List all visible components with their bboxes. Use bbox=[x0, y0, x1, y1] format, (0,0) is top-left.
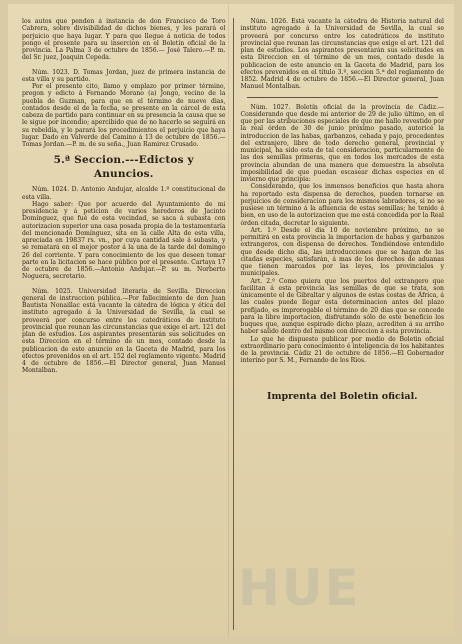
notice-1024 bbox=[22, 186, 226, 201]
article-2: Art. 2.º Como quiera que los puertos del extrangero que facilitan á esta provincia las semillas de que se trata, son únicamente el de Gibraltar y algunos de estas costas de África, á las cuales puede llegar esta determinacion antes del plazo prefijado, es improrogable el término de 20 dias que se concede para la libre importacion, disfrutando sólo de este beneficio los buques que, aunque espirado dicho plazo, acrediten á su arribo haber salido dentro del mismo con direccion á esta provincia. bbox=[240, 277, 444, 336]
notice-number: Núm. 1027. bbox=[250, 103, 291, 111]
notice-number: Núm. 1026. bbox=[250, 18, 289, 25]
notice-1027 bbox=[241, 104, 445, 184]
notice-1026 bbox=[241, 18, 445, 91]
notice-number: Núm. 1023. bbox=[32, 68, 70, 76]
notice-text: Hago saber: Que por acuerdo del Ayuntamiento de mi presidencia y á peticion de varios herederos de Jacinto Domínguez, que fué de esta vecindad, se saca á subasta con autorizacion superior una casa posada propia de la testamentaría del mencionado Domínguez, sita en la calle Alta de esta villa, apreciada en 19837 rs. vn., por cuya cantidad sale á subasta, y se rematará en el mejor postor á la una de la tarde del domingo 26 del corriente. Y para conocimiento de los que deseen tomar parte en la licitacion se hace público por el presente. Cartaya 17 de octubre de 1856.—Antonio Andujar.—P. su m. Norberto Noguera, secretario. bbox=[22, 200, 226, 281]
right-column bbox=[233, 18, 445, 630]
notice-text: Considerando, que los inmensos beneficios que hasta ahora ha reportado esta dispensa de derechos, pueden tornarse en perjuicios de consideracion para los mismos labradores, si no se pusiese un término á la afluencia de estas semillas; he tenido á bien, en uso de la autorizacion que me está concedida por la Real órden citada, decretar lo siguiente. bbox=[240, 183, 444, 227]
notice-text: Está vacante la cátedra de Historia natural del instituto agregado á la Universidad de Sevilla, la cual se proveerá por concurso entre los catedráticos de instituto provincial que reunan las circunstancias que exige el art. 121 del plan de estudios. Los aspirantes presentarán sus solicitudes en esta Direccion en el término de un mes, contado desde la publicacion de este anuncio en la Gaceta de Madrid, para los efectos prevenidos en el título 3.º, seccion 5.ª del reglamento de 1852. Madrid 4 de octubre de 1856.—El Director general, Juan Manuel Montalban. bbox=[240, 18, 444, 91]
notice-text: Por el presente cito, llamo y emplazo por primer término, pregon y edicto á Fernando Morano (a) Jongo, vecino de la puebla de Guzman, para que en el término de nueve dias, contados desde el de la fecha, se presente en la cárcel de esta cabeza de partido para continuar en su presencia la causa que se le sigue por incendio; apercibido que de no hacerlo se seguirá en su rebeldía, y le parará los procedimientos el perjuicio que haya lugar. Dado en Valverde del Camino á 13 de octubre de 1856.—Tomas Jordan.—P. m. de su seña., Juan Ramirez Crusado. bbox=[22, 83, 226, 148]
columns bbox=[22, 18, 444, 630]
separator-rule bbox=[247, 97, 439, 98]
notice-text: Universidad literaria de Sevilla. Direccion general de instruccion pública.—Por fallecimiento de don Juan Bautista Nonaillac está vacante la cátedra de lógica y ética del instituto agregado á la Universidad de Sevilla, la cual se proveerá por concurso entre los catedráticos de instituto provincial que reunan las circunstancias que exige el art. 121 del plan de estudios. Los aspirantes presentarán sus solicitudes en esta Direccion en el término de un mes, contado desde la publicacion de este anuncio en la Gaceta de Madrid, para los efectos prevenidos en el art. 152 del reglamento vigente. Madrid 4 de octubre de 1856.—El Director general, Juan Manuel Montalban. bbox=[22, 287, 226, 375]
imprint-line: Imprenta del Boletin oficial. bbox=[267, 390, 418, 402]
closing-text: Lo que he dispuesto publicar por medio de Boletin oficial extraordinario para conocimiento é inteligencia de los habitantes de la provincia. Cádiz 21 de octubre de 1856.—El Gobernador interino por S. M., Fernando de los Rios. bbox=[240, 335, 444, 365]
left-column bbox=[22, 18, 233, 630]
newspaper-page bbox=[8, 4, 454, 636]
notice-1025 bbox=[22, 288, 226, 375]
notice-number: Núm. 1025. bbox=[32, 287, 73, 295]
library-watermark: HUE bbox=[238, 559, 361, 617]
page-fold bbox=[228, 4, 229, 636]
continued-notice-text: los autos que penden á instancia de don Francisco de Toro Cabrera, sobre divisibilidad de dichos bienes, y les parará el perjuicio que haya lugar. Y para que llegue á noticia de todos pongo el presente para su insercion en el Boletin oficial de la provincia. La Palma 3 de octubre de 1856.— José Talero.—P. m. del Sr. juez, Joaquin Cepeda. bbox=[22, 18, 226, 62]
notice-1023 bbox=[22, 69, 226, 84]
article-1: Art. 1.º Desde el dia 10 de noviembre próximo, no se permitirá en esta provincia la importacion de habas y garbanzos extrangeros, con dispensa de derechos. Tendiéndose entendido que desde dicho dia, las introducciones que se hagan de las citadas especies, satisfarán, á mas de los derechos de aduanas que tienen marcados por las leyes, los provinciales y municipales. bbox=[240, 226, 444, 278]
notice-number: Núm. 1024. bbox=[32, 186, 70, 194]
section-title: 5.ª Seccion.---Edictos y Anuncios. bbox=[53, 154, 194, 181]
notice-text: D. Antonio Andujar, alcalde 1.º constitucional de esta villa. bbox=[22, 186, 226, 201]
notice-text: Boletín oficial de la provincia de Cádiz.—Considerando que desde mi anterior de 29 de julio último, en el que por las atribuciones especiales de que me hallo revestido por la real órden de 30 de junio próximo pasado, autoricé la introduccion de las habas, garbanzos, cebada y pajo, procedentes del extranjero, libre de todo derecho general, provincial y municipal, ha sido esta de tal consideracion, particularmente de las dos semillas primeras, que en todos los mercados de esta provincia abundan de una manera que demuestra la absoluta imposibilidad de que puedan escasear dichas especies en el invierno que principia: bbox=[240, 103, 444, 183]
notice-text: D. Tomas Jordan, juez de primera instancia de esta villa y su partido. bbox=[22, 68, 226, 83]
